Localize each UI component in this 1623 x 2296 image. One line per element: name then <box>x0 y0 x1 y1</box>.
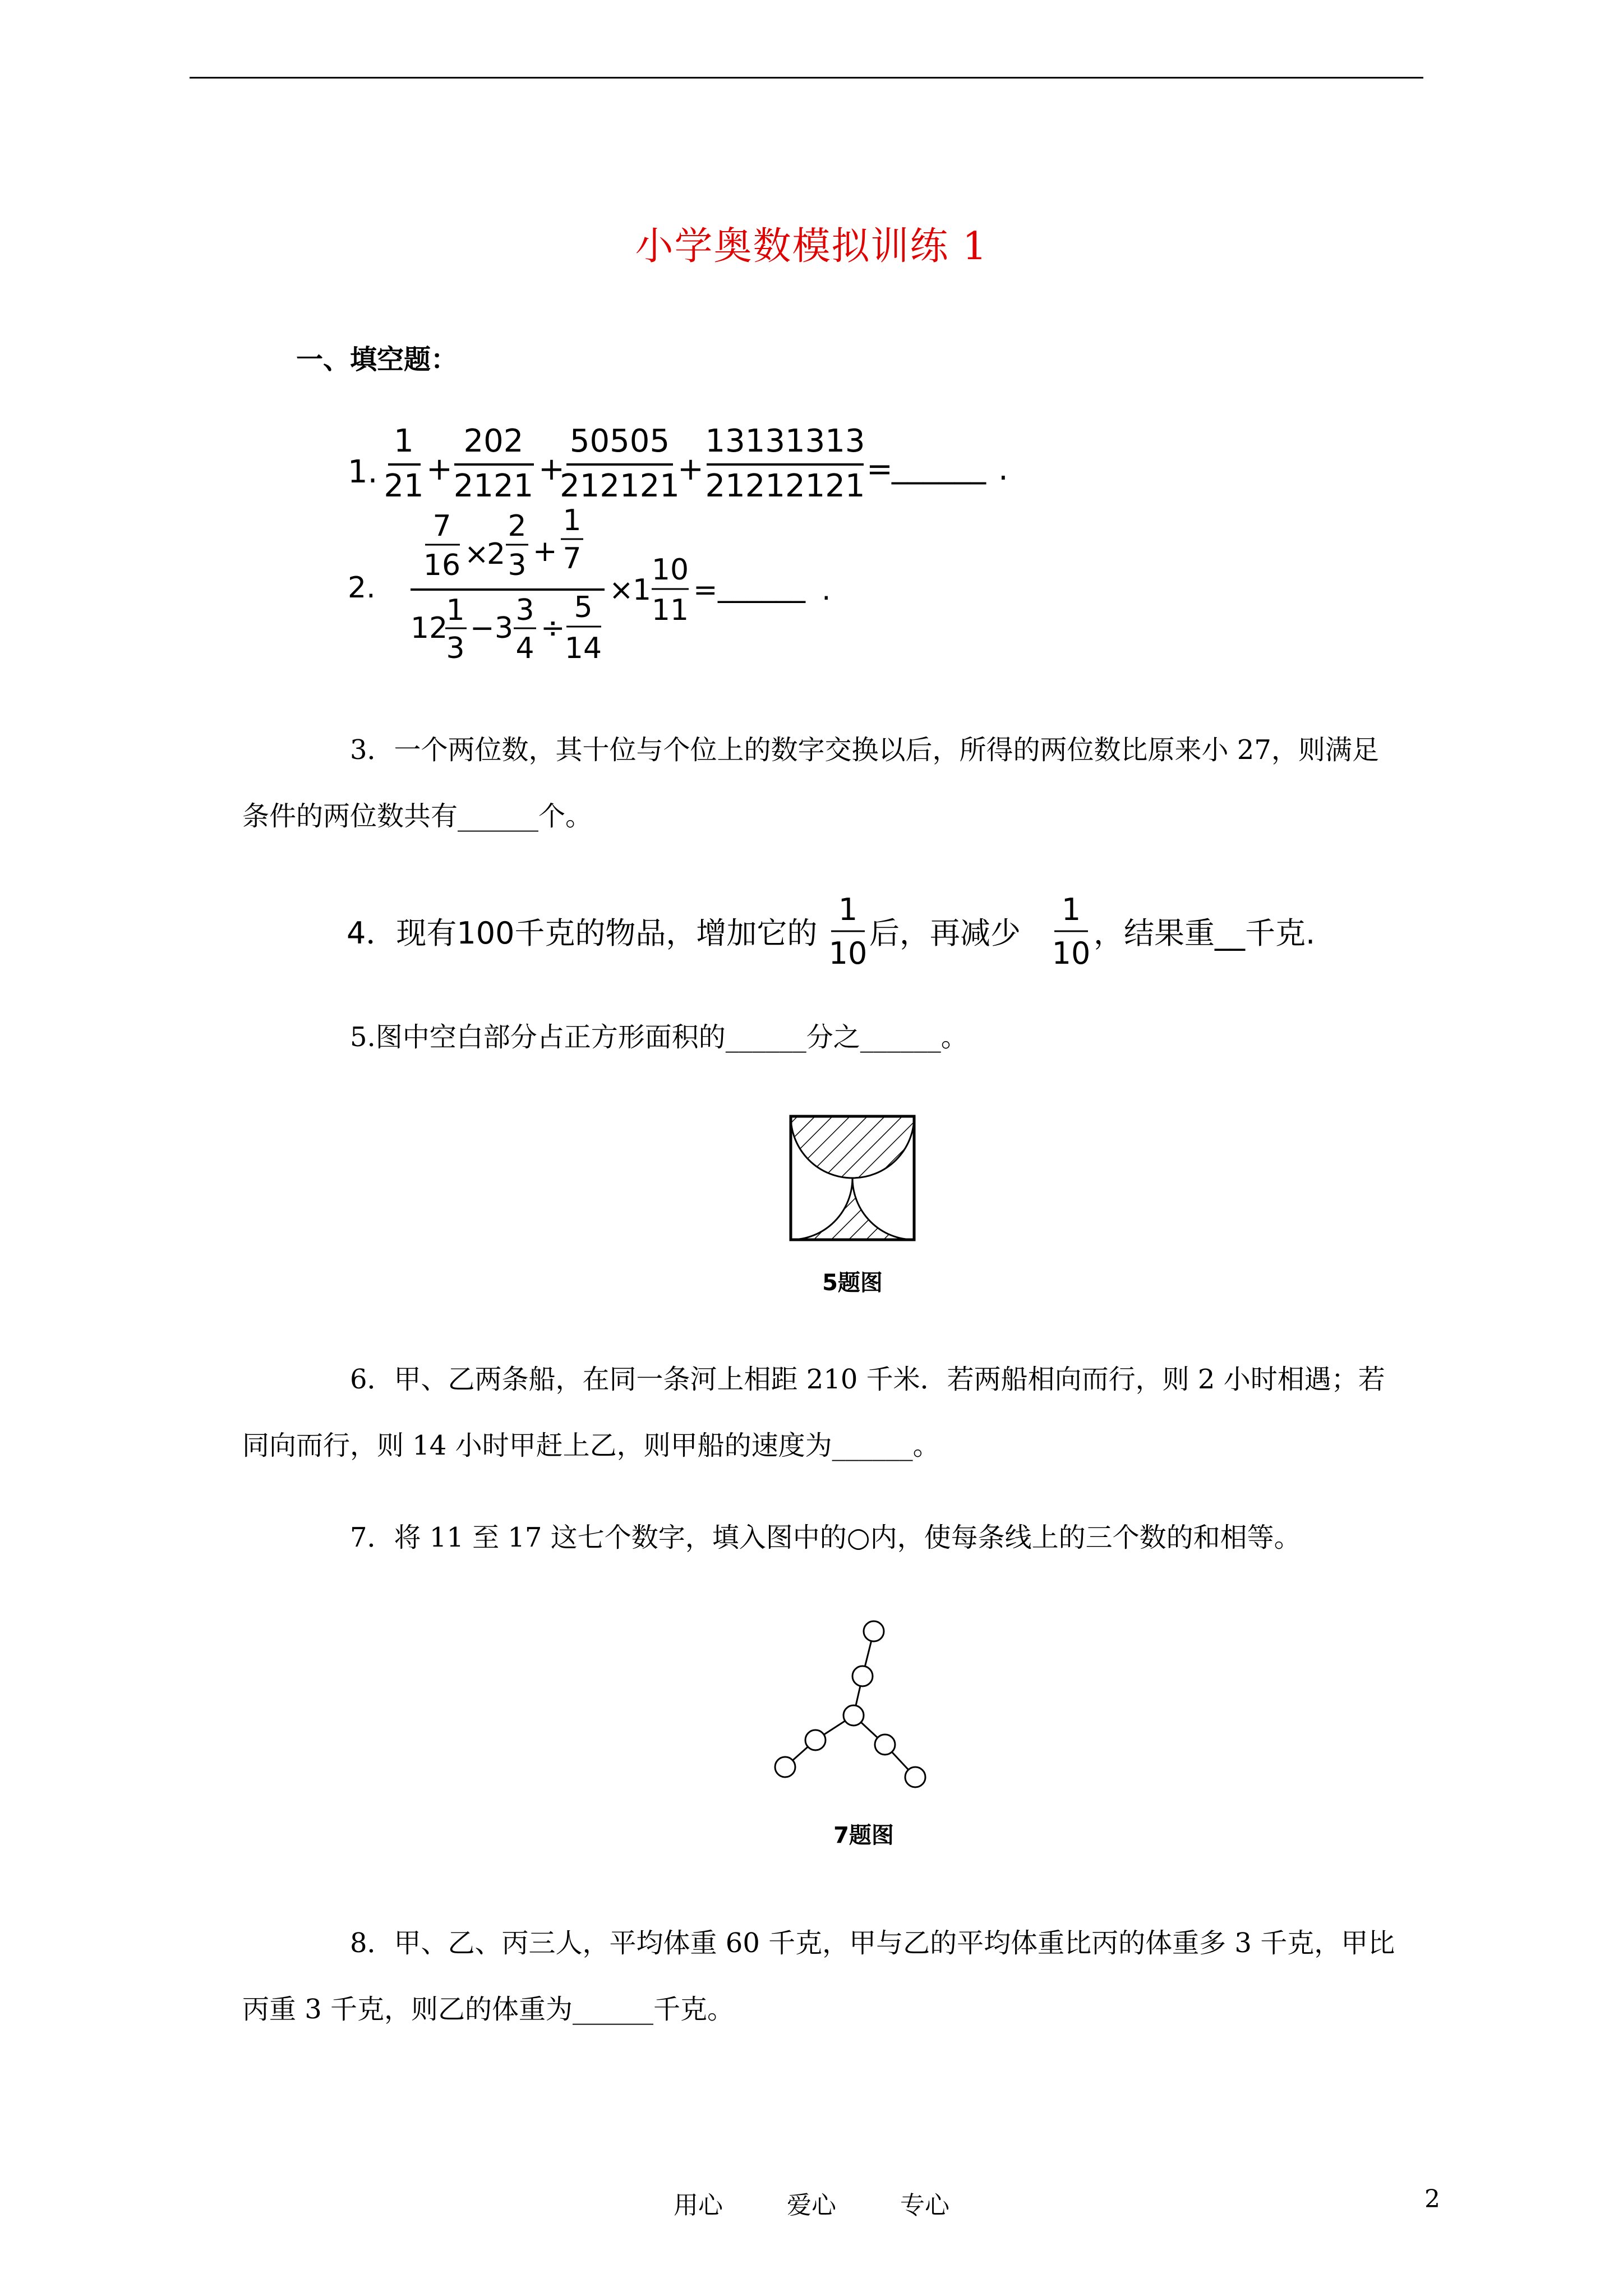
figure-5-caption: 5题图 <box>822 1270 883 1296</box>
q4-frac1-num: 1 <box>838 892 858 927</box>
q2-bot-a-num: 1 <box>446 593 465 627</box>
circle-slot <box>864 1621 884 1641</box>
question-4-prefix: 4．现有100千克的物品，增加它的 <box>347 915 818 951</box>
question-3 <box>242 717 1423 849</box>
footer-item: 专心 <box>900 2191 949 2220</box>
footer-item: 爱心 <box>787 2191 836 2220</box>
figure-7-caption: 7题图 <box>833 1823 894 1848</box>
q1-answer-blank: ______ <box>892 448 986 485</box>
q2-bot-b-num: 3 <box>515 593 534 627</box>
circle-slot <box>775 1757 795 1777</box>
q1-period: . <box>998 451 1008 487</box>
page-number: 2 <box>1424 2185 1440 2214</box>
circle-slot <box>905 1767 925 1787</box>
page-title: 小学奥数模拟训练 1 <box>635 224 988 269</box>
q2-times-2: × <box>609 573 634 607</box>
q1-frac1-num: 1 <box>394 423 414 459</box>
q1-frac2-num: 202 <box>463 423 524 459</box>
circle-slot <box>805 1730 826 1750</box>
question-2-number: 2. <box>348 571 376 605</box>
q2-bot-c-den: 14 <box>564 632 602 665</box>
question-8 <box>242 1910 1423 2042</box>
q2-minus: − <box>470 611 495 645</box>
question-1-number: 1. <box>348 454 378 490</box>
q1-frac3-num: 50505 <box>569 423 670 459</box>
q1-frac2-den: 2121 <box>453 468 534 504</box>
q4-frac2-num: 1 <box>1061 892 1081 927</box>
q2-top-b-den: 3 <box>508 549 527 582</box>
q4-frac1-den: 10 <box>828 936 868 971</box>
q2-top-a-den: 16 <box>423 549 461 582</box>
q1-frac3-den: 212121 <box>560 468 680 504</box>
question-8-line-1: 8．甲、乙、丙三人，平均体重 60 千克，甲与乙的平均体重比丙的体重多 3 千克，甲比 <box>350 1927 1395 1959</box>
question-5: 5.图中空白部分占正方形面积的______分之______。 <box>350 1022 968 1053</box>
q2-div: ÷ <box>541 611 565 645</box>
q2-plus: + <box>533 535 557 568</box>
q2-top-b-whole: 2 <box>487 537 506 571</box>
q2-times-1: × <box>464 537 489 571</box>
q2-top-a-num: 7 <box>432 509 451 543</box>
circle-slot <box>875 1734 895 1755</box>
question-3-line-2: 条件的两位数共有______个。 <box>242 800 593 832</box>
q2-bot-b-whole: 3 <box>495 611 514 645</box>
question-7: 7．将 11 至 17 这七个数字，填入图中的○内，使每条线上的三个数的和相等。 <box>350 1522 1301 1553</box>
question-4-suffix: ，结果重__千克. <box>1094 915 1316 951</box>
q1-plus-2: + <box>538 451 565 487</box>
question-4-middle: 后，再减少 <box>869 915 1021 951</box>
q1-plus-1: + <box>426 451 453 487</box>
q1-frac1-den: 21 <box>384 468 424 504</box>
q1-frac4-den: 21212121 <box>705 468 865 504</box>
q2-top-c-num: 1 <box>562 508 582 537</box>
q1-frac4-num: 13131313 <box>705 423 865 459</box>
q4-frac2-den: 10 <box>1052 936 1091 971</box>
footer-item: 用心 <box>674 2191 723 2220</box>
question-1-formula <box>336 418 1066 519</box>
question-2-formula <box>336 508 953 679</box>
q2-equals: = <box>693 573 718 607</box>
section-heading: 一、填空题： <box>296 344 458 375</box>
q2-top-c-den: 7 <box>562 542 582 576</box>
q2-mult-num: 10 <box>651 553 689 587</box>
question-8-line-2: 丙重 3 千克，则乙的体重为______千克。 <box>242 1994 735 2025</box>
q2-period: . <box>822 573 831 607</box>
q2-bot-a-whole: 12 <box>411 611 448 645</box>
q2-bot-b-den: 4 <box>515 632 534 665</box>
figure-5-diagram <box>785 1111 920 1245</box>
question-3-line-1: 3．一个两位数，其十位与个位上的数字交换以后，所得的两位数比原来小 27，则满足 <box>350 734 1379 766</box>
header-rule <box>190 77 1423 79</box>
question-6-line-1: 6．甲、乙两条船，在同一条河上相距 210 千米．若两船相向而行，则 2 小时相遇；若 <box>350 1364 1385 1395</box>
q2-mult-den: 11 <box>651 593 689 627</box>
q2-top-b-num: 2 <box>508 509 527 543</box>
q2-answer-blank: ______ <box>718 570 805 604</box>
question-4 <box>336 892 1402 976</box>
q1-equals: = <box>866 451 893 487</box>
figure-7-diagram <box>768 1616 948 1801</box>
circle-slot <box>843 1705 864 1726</box>
q2-bot-a-den: 3 <box>446 632 465 665</box>
question-6 <box>242 1346 1423 1479</box>
q1-plus-3: + <box>677 451 704 487</box>
q2-mult-whole: 1 <box>633 573 652 607</box>
q2-bot-c-num: 5 <box>574 591 593 624</box>
footer-motto <box>0 2185 1623 2221</box>
question-6-line-2: 同向而行，则 14 小时甲赶上乙，则甲船的速度为______。 <box>242 1430 940 1461</box>
circle-slot <box>852 1666 873 1686</box>
